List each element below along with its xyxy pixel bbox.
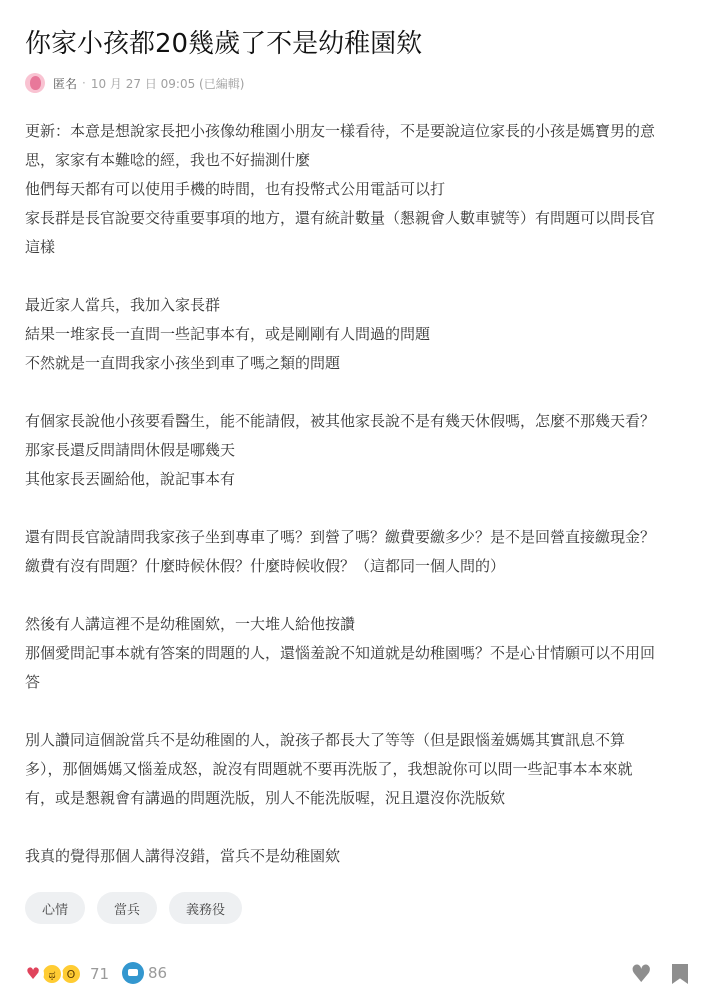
reaction-icons [22,962,86,986]
content-line: 那個愛問記事本就有答案的問題的人，還惱羞說不知道就是幼稚園嗎？不是心甘情願可以不用回 [25,644,656,662]
surprised-face-icon: ʘ [60,963,82,985]
content-line: 那家長還反問請問休假是哪幾天 [25,441,236,459]
paragraph-gap [25,494,705,523]
paragraph-gap [25,378,705,407]
heart-icon: ♥ [22,963,44,985]
content-line: 多），那個媽媽又惱羞成怒，說沒有問題就不要再洗版了，我想說你可以問一些記事本本來就 [25,760,633,778]
post-meta [25,72,244,94]
comment-icon [122,962,144,984]
avatar-figure-icon [30,76,41,90]
content-line: 結果一堆家長一直問一些記事本有，或是剛剛有人問過的問題 [25,325,431,343]
content-line: 思，家家有本難唸的經，我也不好揣測什麼 [25,151,311,169]
reaction-count: 71 [90,965,110,983]
tag-chip[interactable]: 義務役 [169,892,242,924]
post-footer [22,962,702,990]
content-line: 這樣 [25,238,56,256]
meta-separator: · [82,76,86,90]
content-line: 家長群是長官說要交待重要事項的地方，還有統計數量（懇親會人數車號等）有問題可以問長官 [25,209,656,227]
author-name[interactable]: 匿名 [53,76,78,91]
post-content [25,117,705,871]
tag-list [25,892,242,924]
crying-face-icon: ಥ [41,963,63,985]
comment-summary[interactable] [122,962,167,984]
content-line: 他們每天都有可以使用手機的時間，也有投幣式公用電話可以打 [25,180,446,198]
content-line: 我真的覺得那個人講得沒錯，當兵不是幼稚園欸 [25,847,341,865]
content-line: 然後有人講這裡不是幼稚園欸，一大堆人給他按讚 [25,615,356,633]
paragraph-gap [25,813,705,842]
like-heart-icon[interactable]: ♥ [630,960,652,988]
reaction-summary[interactable] [22,962,109,986]
tag-chip[interactable]: 當兵 [97,892,157,924]
content-line: 不然就是一直問我家小孩坐到車了嗎之類的問題 [25,354,341,372]
content-line: 更新：本意是想說家長把小孩像幼稚園小朋友一樣看待，不是要說這位家長的小孩是媽寶男的意 [25,122,656,140]
content-line: 有個家長說他小孩要看醫生，能不能請假，被其他家長說不是有幾天休假嗎，怎麼不那幾天看？ [25,412,656,430]
tag-chip[interactable]: 心情 [25,892,85,924]
content-line: 其他家長丟圖給他，說記事本有 [25,470,236,488]
post-actions [630,962,702,986]
post-timestamp: 10 月 27 日 09:05 (已編輯) [90,76,245,91]
content-line: 有，或是懇親會有講過的問題洗版，別人不能洗版喔，況且還沒你洗版欸 [25,789,506,807]
bookmark-icon[interactable] [672,964,688,984]
post-title: 你家小孩都20幾歲了不是幼稚園欸 [25,29,423,59]
paragraph-gap [25,697,705,726]
content-line: 答 [25,673,41,691]
content-line: 最近家人當兵，我加入家長群 [25,296,221,314]
content-line: 還有問長官說請問我家孩子坐到專車了嗎？到營了嗎？繳費要繳多少？是不是回營直接繳現金？ [25,528,656,546]
paragraph-gap [25,262,705,291]
paragraph-gap [25,581,705,610]
comment-count: 86 [148,964,168,982]
avatar[interactable] [25,73,45,93]
content-line: 繳費有沒有問題？什麼時候休假？什麼時候收假？（這都同一個人問的） [25,557,506,575]
content-line: 別人讚同這個說當兵不是幼稚園的人，說孩子都長大了等等（但是跟惱羞媽媽其實訊息不算 [25,731,626,749]
